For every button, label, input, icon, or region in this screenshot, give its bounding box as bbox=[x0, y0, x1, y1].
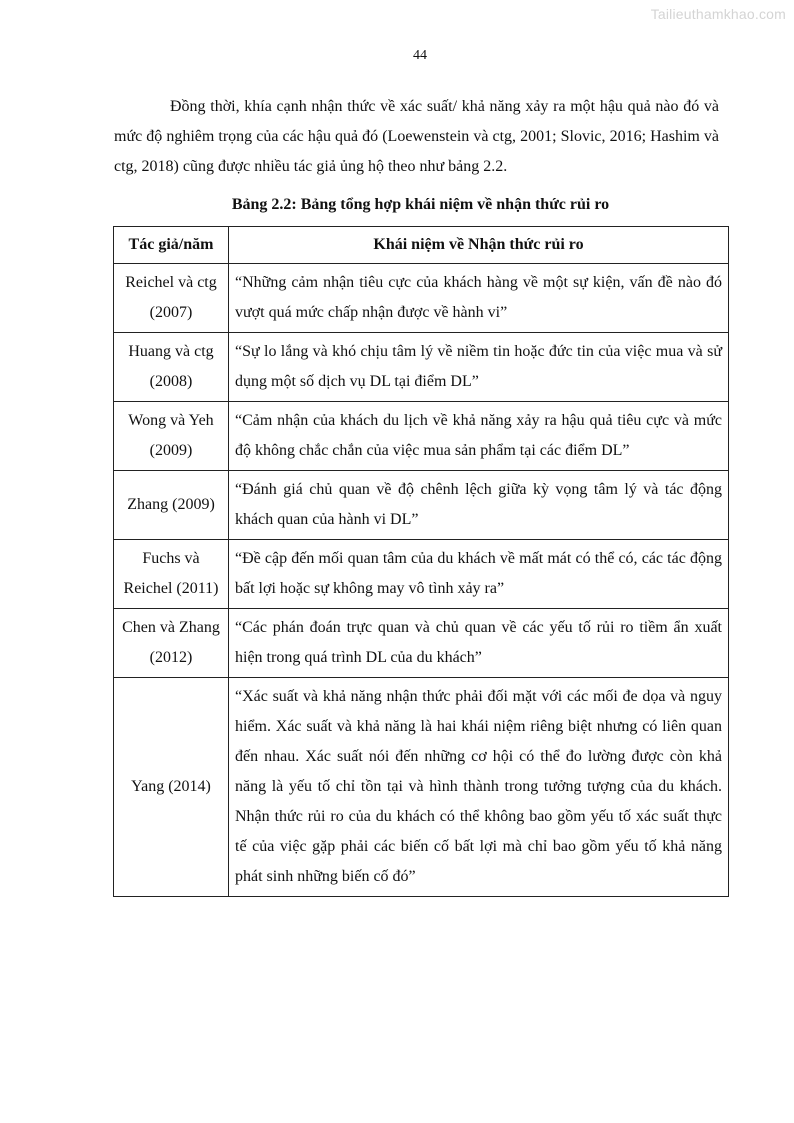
table-caption: Bảng 2.2: Bảng tổng hợp khái niệm về nhận thức rủi ro bbox=[231, 196, 610, 213]
row-concept: “Những cảm nhận tiêu cực của khách hàng về một sự kiện, vấn đề nào đó vượt quá mức chấp nhận được về hành vi” bbox=[229, 264, 729, 333]
row-author: Reichel và ctg (2007) bbox=[114, 264, 229, 333]
row-author: Yang (2014) bbox=[114, 678, 229, 897]
header-concept: Khái niệm về Nhận thức rủi ro bbox=[229, 227, 729, 264]
table-row bbox=[114, 333, 729, 402]
table-row bbox=[114, 471, 729, 540]
row-author: Fuchs và Reichel (2011) bbox=[114, 540, 229, 609]
row-author: Huang và ctg (2008) bbox=[114, 333, 229, 402]
row-concept: “Xác suất và khả năng nhận thức phải đối mặt với các mối đe dọa và nguy hiểm. Xác suất và khả năng là hai khái niệm riêng biệt nhưng có liên quan đến nhau. Xác suất nói đến những cơ hội có thể đo lường được còn khả năng là yếu tố chỉ tồn tại và hình thành trong tưởng tượng của du khách. Nhận thức rủi ro của du khách có thể không bao gồm yếu tố xác suất thực tế của việc gặp phải các biến cố bất lợi mà chỉ bao gồm yếu tố khả năng phát sinh những biến cố đó” bbox=[229, 678, 729, 897]
row-author: Zhang (2009) bbox=[114, 471, 229, 540]
table-row bbox=[114, 678, 729, 897]
table-row bbox=[114, 264, 729, 333]
row-concept: “Cảm nhận của khách du lịch về khả năng xảy ra hậu quả tiêu cực và mức độ không chắc chắn của việc mua sản phẩm tại các điểm DL” bbox=[229, 402, 729, 471]
row-concept: “Đề cập đến mối quan tâm của du khách về mất mát có thể có, các tác động bất lợi hoặc sự không may vô tình xảy ra” bbox=[229, 540, 729, 609]
header-author: Tác giả/năm bbox=[114, 227, 229, 264]
row-author: Chen và Zhang (2012) bbox=[114, 609, 229, 678]
table-row bbox=[114, 540, 729, 609]
table-row bbox=[114, 402, 729, 471]
row-concept: “Đánh giá chủ quan về độ chênh lệch giữa kỳ vọng tâm lý và tác động khách quan của hành vi DL” bbox=[229, 471, 729, 540]
intro-paragraph: Đồng thời, khía cạnh nhận thức về xác suất/ khả năng xảy ra một hậu quả nào đó và mức độ nghiêm trọng của các hậu quả đó (Loewenstein và ctg, 2001; Slovic, 2016; Hashim và ctg, 2018) cũng được nhiều tác giả ủng hộ theo như bảng 2.2. bbox=[114, 98, 719, 175]
table-header-row bbox=[114, 227, 729, 264]
row-concept: “Các phán đoán trực quan và chủ quan về các yếu tố rủi ro tiềm ẩn xuất hiện trong quá trình DL của du khách” bbox=[229, 609, 729, 678]
risk-perception-table bbox=[113, 226, 729, 897]
row-author: Wong và Yeh (2009) bbox=[114, 402, 229, 471]
page-number: 44 bbox=[413, 48, 427, 63]
table-row bbox=[114, 609, 729, 678]
row-concept: “Sự lo lắng và khó chịu tâm lý về niềm tin hoặc đức tin của việc mua và sử dụng một số dịch vụ DL tại điểm DL” bbox=[229, 333, 729, 402]
watermark: Tailieuthamkhao.com bbox=[650, 6, 786, 22]
